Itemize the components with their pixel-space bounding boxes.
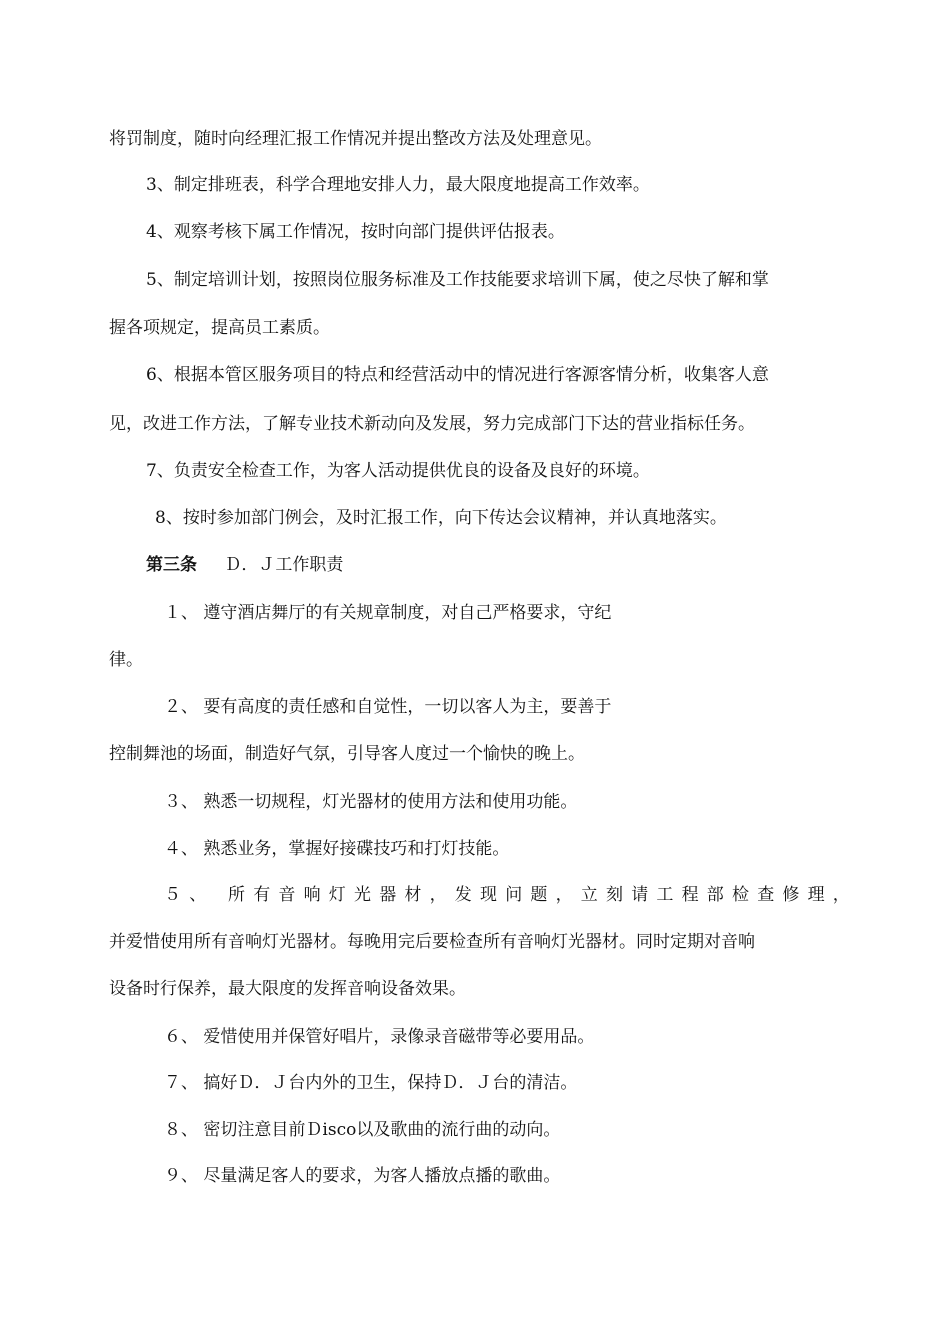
- text-line: 6、根据本管区服务项目的特点和经营活动中的情况进行客源客情分析，收集客人意: [146, 365, 769, 385]
- text-line: 将罚制度，随时向经理汇报工作情况并提出整改方法及处理意见。: [109, 129, 602, 149]
- text-line: １、 遵守酒店舞厅的有关规章制度，对自己严格要求，守纪: [164, 603, 612, 623]
- text-line: 设备时行保养，最大限度的发挥音响设备效果。: [109, 979, 466, 999]
- text-line: ６、 爱惜使用并保管好唱片，录像录音磁带等必要用品。: [164, 1027, 595, 1047]
- text-line: ５、 所有音响灯光器材，发现问题，立刻请工程部检查修理，: [164, 885, 859, 905]
- text-line: ２、 要有高度的责任感和自觉性，一切以客人为主，要善于: [164, 697, 612, 717]
- text-line: 8、按时参加部门例会，及时汇报工作，向下传达会议精神，并认真地落实。: [155, 508, 727, 528]
- text-line: ４、 熟悉业务，掌握好接碟技巧和打灯技能。: [164, 839, 510, 859]
- text-line: ７、 搞好Ｄ．Ｊ台内外的卫生，保持Ｄ．Ｊ台的清洁。: [164, 1073, 578, 1093]
- section-heading: [146, 553, 343, 577]
- text-line: 律。: [109, 650, 143, 670]
- text-line: 控制舞池的场面，制造好气氛，引导客人度过一个愉快的晚上。: [109, 744, 585, 764]
- text-line: 7、负责安全检查工作，为客人活动提供优良的设备及良好的环境。: [146, 461, 650, 481]
- text-line: 并爱惜使用所有音响灯光器材。每晚用完后要检查所有音响灯光器材。同时定期对音响: [109, 932, 755, 952]
- text-line: 5、制定培训计划，按照岗位服务标准及工作技能要求培训下属，使之尽快了解和掌: [146, 270, 769, 290]
- text-line: 3、制定排班表，科学合理地安排人力，最大限度地提高工作效率。: [146, 175, 650, 195]
- text-line: ３、 熟悉一切规程，灯光器材的使用方法和使用功能。: [164, 792, 578, 812]
- text-line: 4、观察考核下属工作情况，按时向部门提供评估报表。: [146, 222, 565, 242]
- text-line: 见，改进工作方法，了解专业技术新动向及发展，努力完成部门下达的营业指标任务。: [109, 414, 755, 434]
- text-line: 握各项规定，提高员工素质。: [109, 318, 330, 338]
- text-line: ８、 密切注意目前Ｄisco以及歌曲的流行曲的动向。: [164, 1120, 561, 1140]
- section-title: Ｄ．Ｊ工作职责: [224, 555, 344, 575]
- text-line: ９、 尽量满足客人的要求，为客人播放点播的歌曲。: [164, 1166, 561, 1186]
- section-label: 第三条: [146, 555, 197, 575]
